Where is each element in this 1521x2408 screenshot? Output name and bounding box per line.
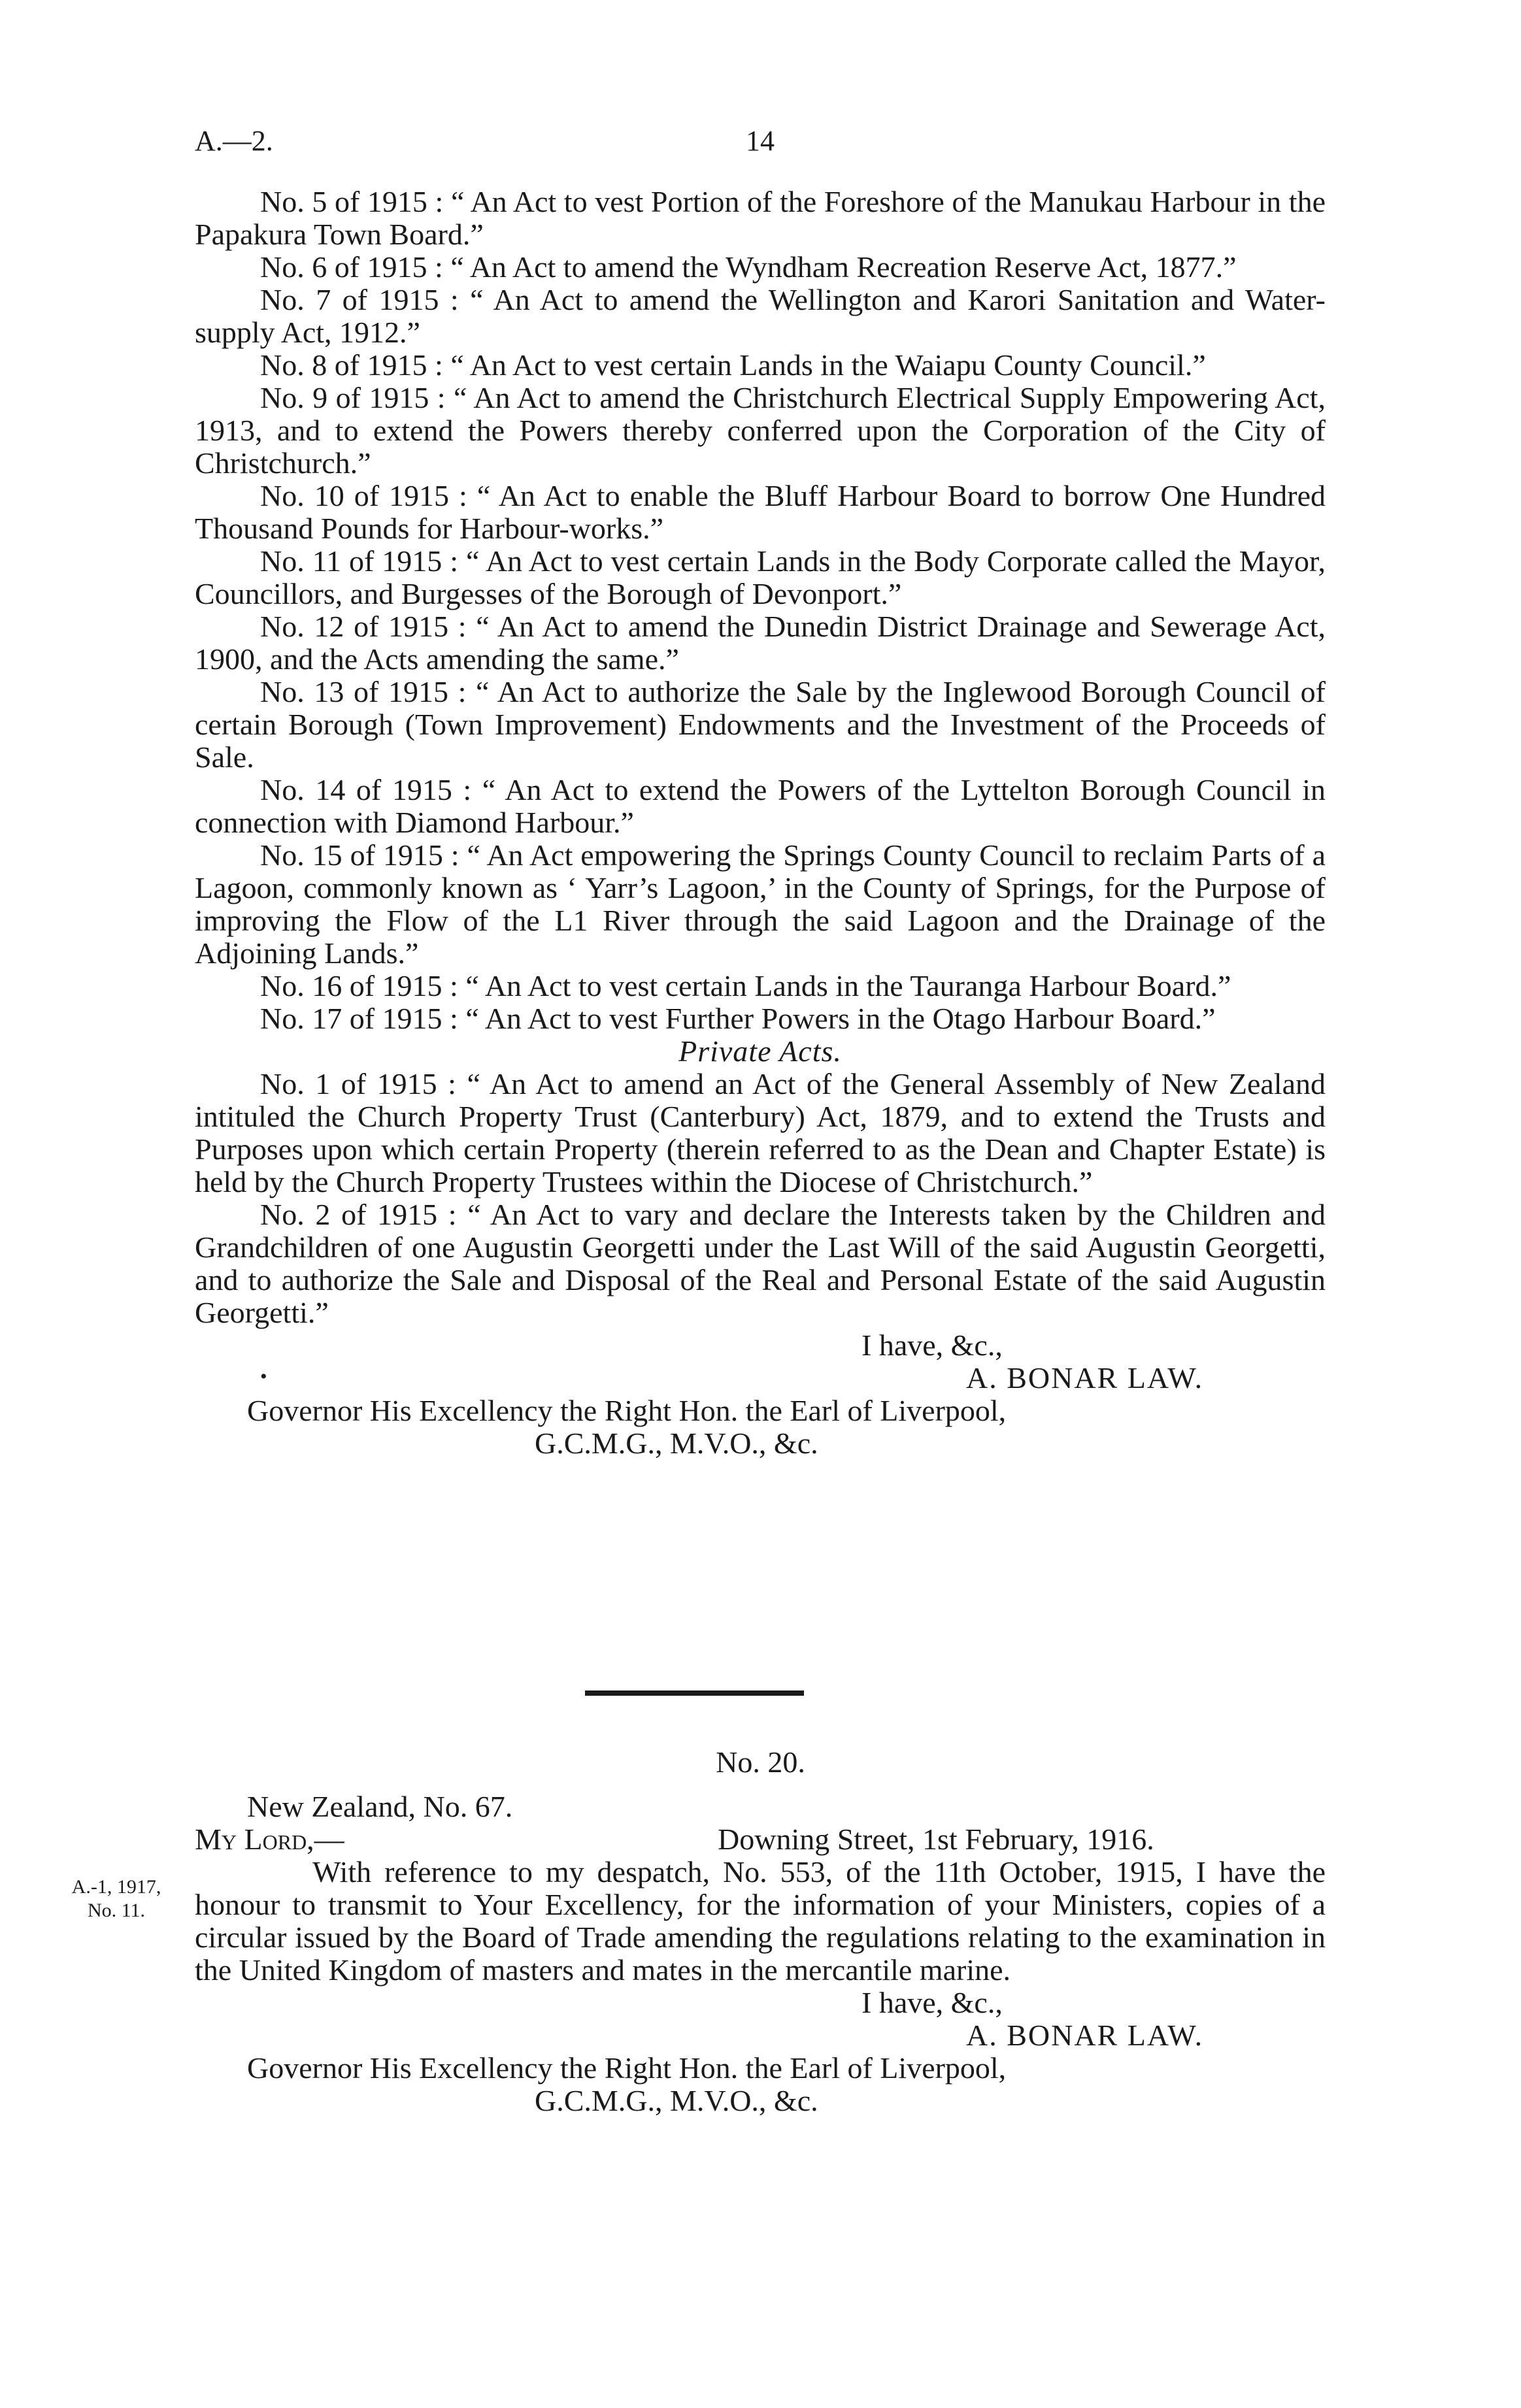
signature: A. BONAR LAW.	[966, 2019, 1204, 2052]
despatch	[195, 1790, 1326, 2117]
despatch-country-line: New Zealand, No. 67.	[247, 1790, 513, 1823]
act-item: No. 14 of 1915 : “ An Act to extend the Powers of the Lyttelton Borough Council in connection with Diamond Harbour.”	[195, 773, 1326, 839]
signature: A. BONAR LAW.	[966, 1361, 1204, 1394]
salutation-line	[195, 1823, 1326, 1856]
closing-formula: I have, &c.,	[861, 1986, 1003, 2019]
private-acts-heading: Private Acts.	[678, 1034, 842, 1068]
page-header	[195, 124, 1326, 163]
despatch-body: With reference to my despatch, No. 553, of the 11th October, 1915, I have the honour to transmit to Your Excellency, for the information of your Ministers, copies of a circular issued by the Board of Trade amending the regulations relating to the examination in the United Kingdom of masters and mates in the mercantile marine.	[195, 1855, 1326, 1987]
act-item: No. 12 of 1915 : “ An Act to amend the Dunedin District Drainage and Sewerage Act, 1900, and the Acts amending the same.”	[195, 610, 1326, 676]
act-item: No. 7 of 1915 : “ An Act to amend the Wellington and Karori Sanitation and Water-supply Act, 1912.”	[195, 283, 1326, 349]
act-item: No. 15 of 1915 : “ An Act empowering the Springs County Council to reclaim Parts of a Lagoon, commonly known as ‘ Yarr’s Lagoon,’ in the County of Springs, for the Purpose of improving the Flow of the L1 River through the said Lagoon and the Drainage of the Adjoining Lands.”	[195, 838, 1326, 970]
margin-note-line: A.-1, 1917,	[71, 1876, 161, 1898]
margin-note-line: No. 11.	[87, 1900, 146, 1921]
act-item: No. 9 of 1915 : “ An Act to amend the Christchurch Electrical Supply Empowering Act, 1913, and to extend the Powers thereby conferred upon the Corporation of the City of Christchurch.”	[195, 381, 1326, 480]
act-item: No. 10 of 1915 : “ An Act to enable the Bluff Harbour Board to borrow One Hundred Thousand Pounds for Harbour-works.”	[195, 479, 1326, 545]
closing-formula-line	[195, 1987, 1326, 2019]
addressee-honours: G.C.M.G., M.V.O., &c.	[535, 2084, 818, 2117]
salutation: My Lord,—	[195, 1822, 344, 1856]
addressee: Governor His Excellency the Right Hon. the Earl of Liverpool,	[247, 1394, 1007, 1427]
bullet-mark: •	[260, 1366, 267, 1387]
private-act-item: No. 1 of 1915 : “ An Act to amend an Act of the General Assembly of New Zealand intituled the Church Property Trust (Canterbury) Act, 1879, and to extend the Trusts and Purposes upon which certain Property (therein referred to as the Dean and Chapter Estate) is held by the Church Property Trustees within the Diocese of Christchurch.”	[195, 1067, 1326, 1198]
act-item: No. 16 of 1915 : “ An Act to vest certain Lands in the Tauranga Harbour Board.”	[260, 969, 1231, 1002]
act-item: No. 8 of 1915 : “ An Act to vest certain Lands in the Waiapu County Council.”	[260, 348, 1206, 382]
act-item: No. 17 of 1915 : “ An Act to vest Further Powers in the Otago Harbour Board.”	[260, 1002, 1216, 1035]
act-item: No. 11 of 1915 : “ An Act to vest certain Lands in the Body Corporate called the Mayor, Councillors, and Burgesses of the Borough of Devonport.”	[195, 544, 1326, 610]
acts-list	[195, 186, 1326, 1460]
section-divider	[585, 1691, 804, 1696]
page-number: 14	[746, 125, 775, 157]
addressee: Governor His Excellency the Right Hon. the Earl of Liverpool,	[247, 2051, 1007, 2085]
act-item: No. 13 of 1915 : “ An Act to authorize the Sale by the Inglewood Borough Council of certain Borough (Town Improvement) Endowments and the Investment of the Proceeds of Sale.	[195, 675, 1326, 774]
private-act-item: No. 2 of 1915 : “ An Act to vary and declare the Interests taken by the Children and Grandchildren of one Augustin Georgetti under the Last Will of the said Augustin Georgetti, and to authorize the Sale and Disposal of the Real and Personal Estate of the said Augustin Georgetti.”	[195, 1198, 1326, 1329]
act-item: No. 6 of 1915 : “ An Act to amend the Wyndham Recreation Reserve Act, 1877.”	[260, 250, 1237, 284]
closing-formula: I have, &c.,	[861, 1328, 1003, 1362]
addressee-honours: G.C.M.G., M.V.O., &c.	[535, 1427, 818, 1460]
act-item: No. 5 of 1915 : “ An Act to vest Portion of the Foreshore of the Manukau Harbour in the Papakura Town Board.”	[195, 185, 1326, 251]
document-reference: A.—2.	[195, 125, 273, 157]
signature-line	[195, 1362, 1326, 1394]
margin-note	[51, 1875, 182, 1922]
dateline: Downing Street, 1st February, 1916.	[718, 1822, 1154, 1856]
despatch-number: No. 20.	[716, 1745, 805, 1779]
